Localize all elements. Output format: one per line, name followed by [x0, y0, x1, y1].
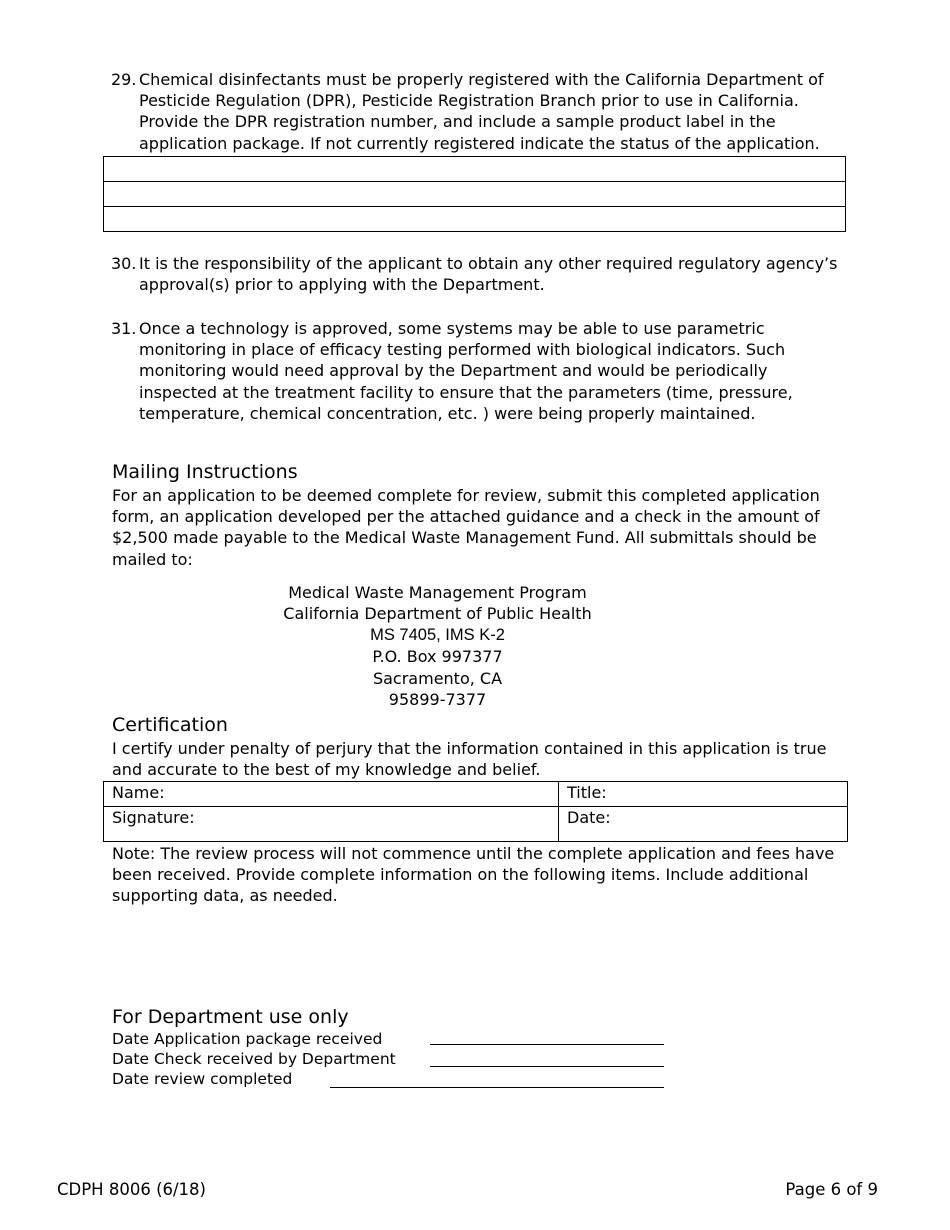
mailing-text: For an application to be deemed complete for review, submit this completed application form, an application developed per the attached guidance and a check in the amount of $2,500 made payable to the Medical Waste Management Fund. All submittals should be mailed to:	[112, 486, 820, 569]
item-30	[111, 253, 841, 295]
item-text: Once a technology is approved, some systems may be able to use parametric monitoring in place of efficacy testing performed with biological indicators. Such monitoring would need approval by the Department and would be periodically inspected at the treatment facility to ensure that the parameters (time, pressure, temperature, chemical concentration, etc. ) were being properly maintained.	[139, 319, 793, 423]
item-29	[111, 69, 841, 154]
address-line: Sacramento, CA	[372, 668, 503, 688]
title-field[interactable]	[559, 782, 848, 807]
item-number: 30.	[111, 254, 137, 273]
answer-line[interactable]	[104, 157, 845, 182]
answer-line[interactable]	[104, 207, 845, 232]
mailing-heading: Mailing Instructions	[112, 461, 298, 483]
note-text: Note: The review process will not commence until the complete application and fees have been received. Provide complete information on the following items. Include additional supporting data, as needed.	[112, 844, 835, 906]
item-number: 31.	[111, 319, 137, 338]
item-text: It is the responsibility of the applicant to obtain any other required regulatory agency’s approval(s) prior to applying with the Department.	[139, 254, 838, 295]
title-label: Title:	[567, 783, 607, 802]
dept-row-label: Date Check received by Department	[112, 1050, 396, 1068]
date-label: Date:	[567, 808, 611, 827]
page-number: Page 6 of 9	[785, 1180, 878, 1199]
mailing-address	[250, 582, 625, 710]
answer-line[interactable]	[104, 182, 845, 207]
dept-row-line[interactable]	[430, 1044, 664, 1045]
name-field[interactable]	[104, 782, 559, 807]
dept-row-line[interactable]	[430, 1066, 664, 1067]
dpr-answer-box	[103, 156, 846, 232]
signature-field[interactable]	[104, 807, 559, 842]
address-line: MS 7405, IMS K-2	[370, 625, 505, 644]
signature-label: Signature:	[112, 808, 195, 827]
address-line: California Department of Public Health	[283, 604, 592, 624]
item-number: 29.	[111, 70, 137, 89]
item-31	[111, 318, 841, 424]
dept-row-line[interactable]	[330, 1087, 664, 1088]
form-id: CDPH 8006 (6/18)	[57, 1180, 206, 1199]
department-heading: For Department use only	[112, 1006, 349, 1028]
item-text: Chemical disinfectants must be properly registered with the California Department of Pesticide Regulation (DPR), Pesticide Registration Branch prior to use in California. Provide the DPR registration number, and include a sample product label in the application package. If not currently registered indicate the status of the application.	[139, 70, 824, 153]
date-field[interactable]	[559, 807, 848, 842]
certification-heading: Certification	[112, 714, 228, 736]
dept-row-label: Date review completed	[112, 1070, 293, 1088]
address-line: 95899-7377	[388, 690, 487, 710]
certification-text: I certify under penalty of perjury that the information contained in this application is true and accurate to the best of my knowledge and belief.	[112, 739, 827, 780]
name-label: Name:	[112, 783, 165, 802]
address-line: P.O. Box 997377	[372, 647, 503, 667]
dept-row-label: Date Application package received	[112, 1030, 383, 1048]
certification-table	[103, 781, 848, 842]
address-line: Medical Waste Management Program	[288, 583, 587, 602]
